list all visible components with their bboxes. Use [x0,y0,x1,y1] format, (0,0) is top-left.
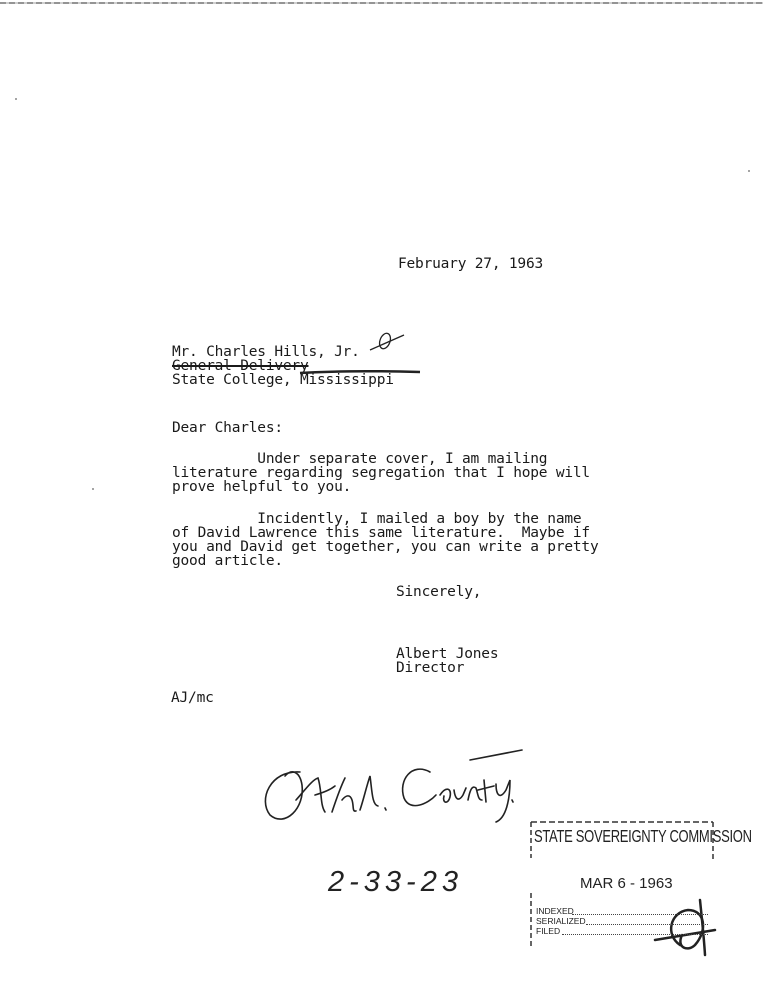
letter-date: February 27, 1963 [398,256,544,272]
typist-initials: AJ/mc [171,690,214,706]
stamp-date: MAR 6 - 1963 [580,875,673,892]
county-handwriting [265,750,522,822]
sovereignty-commission-stamp [528,818,752,953]
address-line-city: State College, Mississippi [172,372,394,388]
stamp-label-indexed: INDEXED [536,906,574,916]
signer-name: Albert Jones [396,646,499,662]
closing: Sincerely, [396,584,482,600]
stamp-label-serialized: SERIALIZED [536,916,586,926]
stamp-line [572,914,708,915]
address-mark-icon [370,332,404,350]
body-paragraph-2: Incidently, I mailed a boy by the name of David Lawrence this same literature. Maybe if you and David get together, you can write a pretty good article. [172,511,599,569]
stamp-line [562,934,708,935]
address-line-name: Mr. Charles Hills, Jr. [172,344,360,360]
stamp-title: STATE SOVEREIGNTY COMMISSION [534,826,752,847]
signer-title: Director [396,660,465,676]
stamp-line [586,924,708,925]
salutation: Dear Charles: [172,420,283,436]
address-line-struck: General Delivery [172,358,309,374]
file-number-handwritten: 2-33-23 [328,866,463,898]
stamp-label-filed: FILED [536,926,561,936]
strike-scribble [300,371,420,373]
body-paragraph-1: Under separate cover, I am mailing literature regarding segregation that I hope will prove helpful to you. [172,451,590,495]
